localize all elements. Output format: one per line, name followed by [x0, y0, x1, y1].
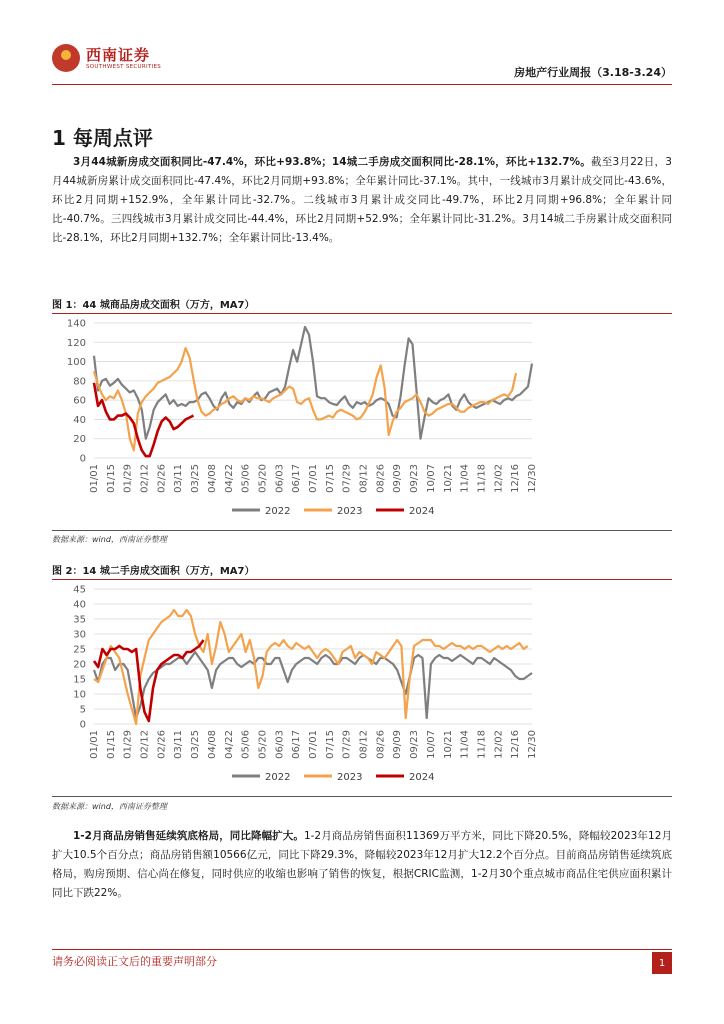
- x-tick-label: 07/29: [341, 730, 353, 759]
- x-tick-label: 09/09: [392, 730, 404, 759]
- legend-label-2024: 2024: [409, 772, 435, 783]
- x-tick-label: 07/15: [324, 730, 336, 759]
- y-tick-label: 80: [73, 376, 86, 388]
- y-tick-label: 100: [66, 357, 86, 369]
- x-tick-label: 01/15: [105, 464, 117, 493]
- x-tick-label: 04/08: [206, 464, 218, 493]
- y-tick-label: 15: [73, 674, 86, 686]
- x-tick-label: 02/12: [139, 730, 151, 759]
- x-tick-label: 08/12: [358, 730, 370, 759]
- x-tick-label: 11/18: [476, 730, 488, 759]
- y-tick-label: 5: [79, 704, 86, 716]
- legend-label-2023: 2023: [337, 506, 363, 517]
- figure-1-title: 图 1：44 城商品房成交面积（万方，MA7）: [52, 300, 255, 311]
- x-tick-label: 02/12: [139, 464, 151, 493]
- y-tick-label: 20: [73, 434, 86, 446]
- brand-logo-icon: [52, 44, 80, 72]
- chart-14-city-secondhand-sales: [52, 581, 672, 791]
- x-tick-label: 11/04: [459, 464, 471, 493]
- x-tick-label: 12/30: [527, 730, 538, 759]
- x-tick-label: 01/29: [122, 464, 134, 493]
- figure-2-source: 数据来源：wind，西南证券整理: [52, 802, 167, 811]
- brand-name-cn: 西南证券: [86, 46, 151, 64]
- y-tick-label: 40: [73, 599, 86, 611]
- x-tick-label: 07/29: [341, 464, 353, 493]
- x-tick-label: 02/26: [156, 464, 168, 493]
- legend-label-2022: 2022: [265, 772, 291, 783]
- y-tick-label: 60: [73, 395, 86, 407]
- x-tick-label: 01/01: [89, 464, 100, 493]
- x-tick-label: 08/26: [375, 464, 387, 493]
- x-tick-label: 05/20: [257, 464, 269, 493]
- section-title: 1 每周点评: [52, 126, 153, 150]
- y-tick-label: 0: [79, 453, 86, 465]
- header-divider: [52, 84, 672, 85]
- x-tick-label: 06/03: [274, 464, 286, 493]
- x-tick-label: 05/20: [257, 730, 269, 759]
- x-tick-label: 12/30: [527, 464, 538, 493]
- x-tick-label: 04/22: [223, 730, 235, 759]
- x-tick-label: 08/26: [375, 730, 387, 759]
- x-tick-label: 10/21: [442, 730, 454, 759]
- x-tick-label: 10/21: [442, 464, 454, 493]
- x-tick-label: 08/12: [358, 464, 370, 493]
- paragraph-sales: [52, 827, 672, 903]
- figure-1-bottom-rule: [52, 530, 672, 531]
- y-tick-label: 25: [73, 644, 86, 656]
- x-tick-label: 01/15: [105, 730, 117, 759]
- y-tick-label: 20: [73, 659, 86, 671]
- y-tick-label: 10: [73, 689, 86, 701]
- footer-disclaimer: 请务必阅读正文后的重要声明部分: [52, 955, 217, 968]
- x-tick-label: 01/01: [89, 730, 100, 759]
- y-tick-label: 140: [66, 318, 86, 330]
- x-tick-label: 09/23: [409, 464, 421, 493]
- y-tick-label: 30: [73, 629, 86, 641]
- legend-label-2022: 2022: [265, 506, 291, 517]
- paragraph-sales-body: 1-2月商品房销售面积11369万平方米，同比下降20.5%，降幅较2023年12月扩大10.5个百分点；商品房销售额10566亿元，同比下降29.3%，降幅较2023年12月扩大12.2个百分点。目前商品房销售延续筑底格局，购房预期、信心尚在修复，同时供应的收缩也影响了销售的恢复，根据CRIC监测，1-2月30个重点城市商品住宅供应面积累计同比下跌22%。: [52, 830, 672, 899]
- footer-divider: [52, 949, 672, 950]
- figure-2-bottom-rule: [52, 796, 672, 797]
- x-tick-label: 01/29: [122, 730, 134, 759]
- x-tick-label: 09/23: [409, 730, 421, 759]
- figure-1-top-rule: [52, 313, 672, 314]
- page-number: 1: [652, 952, 672, 974]
- x-tick-label: 07/15: [324, 464, 336, 493]
- figure-2-top-rule: [52, 579, 672, 580]
- x-tick-label: 04/08: [206, 730, 218, 759]
- figure-2-title: 图 2：14 城二手房成交面积（万方，MA7）: [52, 566, 255, 577]
- x-tick-label: 12/16: [510, 464, 522, 493]
- paragraph-summary-body: 截至3月22日，3月44城新房累计成交面积同比-47.4%，环比2月同期+93.8%；全年累计同比-37.1%。其中，一线城市3月累计成交同比-43.6%，环比2月同期+152.9%，全年累计同比-32.7%。二线城市3月累计成交同比-49.7%，环比2月同期+96.8%；全年累计同比-40.7%。三四线城市3月累计成交同比-44.4%，环比2月同期+52.9%；全年累计同比-31.2%。3月14城二手房累计成交面积同比-28.1%，环比2月同期+132.7%；全年累计同比-13.4%。: [52, 156, 672, 244]
- x-tick-label: 02/26: [156, 730, 168, 759]
- x-tick-label: 12/16: [510, 730, 522, 759]
- figure-1-source: 数据来源：wind，西南证券整理: [52, 535, 167, 544]
- x-tick-label: 11/04: [459, 730, 471, 759]
- x-tick-label: 03/11: [173, 464, 185, 493]
- y-tick-label: 0: [79, 719, 86, 731]
- legend-label-2023: 2023: [337, 772, 363, 783]
- paragraph-summary-lead: 3月44城新房成交面积同比-47.4%，环比+93.8%；14城二手房成交面积同比-28.1%，环比+132.7%。: [73, 156, 592, 168]
- x-tick-label: 07/01: [308, 464, 319, 493]
- x-tick-label: 11/18: [476, 464, 488, 493]
- report-title: 房地产行业周报（3.18-3.24）: [514, 66, 672, 79]
- x-tick-label: 10/07: [425, 730, 437, 759]
- x-tick-label: 03/25: [190, 464, 202, 493]
- x-tick-label: 05/06: [240, 730, 252, 759]
- series-line-2022: [94, 652, 532, 718]
- y-tick-label: 45: [73, 584, 86, 596]
- y-tick-label: 40: [73, 414, 86, 426]
- x-tick-label: 10/07: [425, 464, 437, 493]
- x-tick-label: 05/06: [240, 464, 252, 493]
- x-tick-label: 09/09: [392, 464, 404, 493]
- x-tick-label: 03/11: [173, 730, 185, 759]
- x-tick-label: 04/22: [223, 464, 235, 493]
- x-tick-label: 06/17: [291, 730, 303, 759]
- brand-name-en: SOUTHWEST SECURITIES: [86, 64, 162, 70]
- paragraph-sales-lead: 1-2月商品房销售延续筑底格局，同比降幅扩大。: [73, 830, 304, 842]
- x-tick-label: 12/02: [493, 730, 505, 759]
- x-tick-label: 12/02: [493, 464, 505, 493]
- x-tick-label: 06/17: [291, 464, 303, 493]
- legend-label-2024: 2024: [409, 506, 435, 517]
- x-tick-label: 03/25: [190, 730, 202, 759]
- x-tick-label: 07/01: [308, 730, 319, 759]
- y-tick-label: 35: [73, 614, 86, 626]
- chart-44-city-new-home-sales: [52, 315, 672, 525]
- paragraph-summary: [52, 153, 672, 248]
- y-tick-label: 120: [66, 337, 86, 349]
- x-tick-label: 06/03: [274, 730, 286, 759]
